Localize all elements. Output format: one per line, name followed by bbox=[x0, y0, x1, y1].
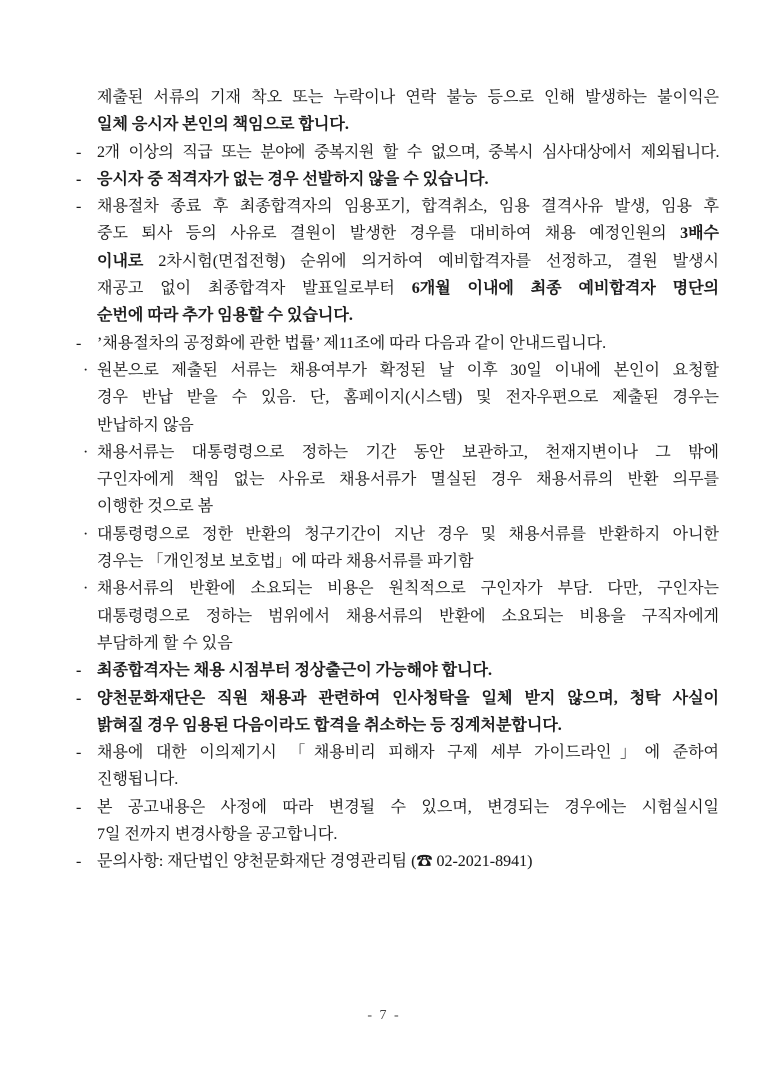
line-text bbox=[97, 84, 719, 111]
body-text: 채용절차 종료 후 최종합격자의 임용포기, 합격취소, 임용 결격사유 발생, 임용 후 bbox=[97, 198, 719, 216]
line-text bbox=[97, 739, 719, 766]
sub-bullet-marker: · bbox=[83, 525, 89, 543]
bullet-marker: - bbox=[76, 853, 82, 871]
body-text: 원본으로 제출된 서류는 채용여부가 확정된 날 이후 30일 이내에 본인이 요청할 bbox=[97, 361, 719, 379]
line-text bbox=[97, 302, 719, 329]
document-line bbox=[75, 466, 719, 493]
body-text: 2차시험(면접전형) 순위에 의거하여 예비합격자를 선정하고, 결원 발생시 bbox=[143, 252, 719, 270]
document-line bbox=[75, 302, 719, 329]
bullet-marker: - bbox=[76, 689, 82, 707]
body-text: 대통령령으로 정한 반환의 청구기간이 지난 경우 및 채용서류를 반환하지 아니한 bbox=[97, 525, 719, 543]
body-text: 문의사항: 재단법인 양천문화재단 경영관리팀 (☎ 02-2021-8941) bbox=[97, 853, 533, 871]
line-text bbox=[97, 412, 719, 439]
line-text bbox=[97, 712, 719, 739]
document-line bbox=[75, 493, 719, 520]
line-text bbox=[97, 821, 719, 848]
line-text bbox=[97, 766, 719, 793]
sub-bullet-marker: · bbox=[83, 361, 89, 379]
document-line bbox=[75, 275, 719, 302]
document-line bbox=[75, 794, 719, 821]
emphasized-text: 응시자 중 적격자가 없는 경우 선발하지 않을 수 있습니다. bbox=[97, 170, 489, 188]
line-text bbox=[97, 575, 719, 602]
bullet-marker: - bbox=[76, 334, 82, 352]
line-text bbox=[97, 466, 719, 493]
emphasized-text: 6개월 이내에 최종 예비합격자 명단의 bbox=[411, 280, 719, 298]
line-text bbox=[97, 248, 719, 275]
line-text bbox=[97, 166, 719, 193]
line-text bbox=[97, 685, 719, 712]
document-line bbox=[75, 657, 719, 684]
body-text: 본 공고내용은 사정에 따라 변경될 수 있으며, 변경되는 경우에는 시험실시일 bbox=[97, 798, 719, 816]
line-text bbox=[97, 357, 719, 384]
document-line bbox=[75, 712, 719, 739]
document-line bbox=[75, 521, 719, 548]
document-line bbox=[75, 630, 719, 657]
body-text: 부담하게 할 수 있음 bbox=[97, 634, 233, 652]
bullet-marker: - bbox=[76, 170, 82, 188]
line-text bbox=[97, 330, 719, 357]
line-text bbox=[97, 794, 719, 821]
line-text bbox=[97, 657, 719, 684]
document-line bbox=[75, 84, 719, 111]
sub-bullet-marker: · bbox=[83, 443, 89, 461]
document-line bbox=[75, 575, 719, 602]
document-line bbox=[75, 603, 719, 630]
document-body bbox=[75, 84, 719, 876]
page-number: - 7 - bbox=[367, 1008, 401, 1023]
line-text bbox=[97, 848, 719, 875]
document-line bbox=[75, 766, 719, 793]
document-line bbox=[75, 220, 719, 247]
sub-bullet-marker: · bbox=[83, 580, 89, 598]
document-line bbox=[75, 139, 719, 166]
body-text: 구인자에게 책임 없는 사유로 채용서류가 멸실된 경우 채용서류의 반환 의무를 bbox=[97, 471, 719, 489]
emphasized-text: 최종합격자는 채용 시점부터 정상출근이 가능해야 합니다. bbox=[97, 662, 492, 680]
line-text bbox=[97, 493, 719, 520]
emphasized-text: 순번에 따라 추가 임용할 수 있습니다. bbox=[97, 307, 353, 325]
document-line bbox=[75, 821, 719, 848]
body-text: 반납하지 않음 bbox=[97, 416, 194, 434]
body-text: 경우 반납 받을 수 있음. 단, 홈페이지(시스템) 및 전자우편으로 제출된 경우는 bbox=[97, 389, 719, 407]
body-text: 이행한 것으로 봄 bbox=[97, 498, 214, 516]
body-text: 제출된 서류의 기재 착오 또는 누락이나 연락 불능 등으로 인해 발생하는 불이익은 bbox=[97, 89, 719, 106]
body-text: 경우는 「개인정보 보호법」에 따라 채용서류를 파기함 bbox=[97, 553, 474, 571]
document-line bbox=[75, 357, 719, 384]
body-text: 채용서류는 대통령령으로 정하는 기간 동안 보관하고, 천재지변이나 그 밖에 bbox=[97, 443, 719, 461]
bullet-marker: - bbox=[76, 662, 82, 680]
body-text: 채용에 대한 이의제기시 「채용비리 피해자 구제 세부 가이드라인」에 준하여 bbox=[97, 744, 719, 762]
bullet-marker: - bbox=[76, 198, 82, 216]
document-line bbox=[75, 739, 719, 766]
emphasized-text: 밝혀질 경우 임용된 다음이라도 합격을 취소하는 등 징계처분합니다. bbox=[97, 716, 562, 734]
body-text: 진행됩니다. bbox=[97, 771, 179, 789]
line-text bbox=[97, 548, 719, 575]
document-line bbox=[75, 248, 719, 275]
line-text bbox=[97, 603, 719, 630]
body-text: 대통령령으로 정하는 범위에서 채용서류의 반환에 소요되는 비용을 구직자에게 bbox=[97, 607, 719, 625]
emphasized-text: 양천문화재단은 직원 채용과 관련하여 인사청탁을 일체 받지 않으며, 청탁 사실이 bbox=[97, 689, 719, 707]
document-line bbox=[75, 439, 719, 466]
line-text bbox=[97, 521, 719, 548]
document-line bbox=[75, 166, 719, 193]
document-line bbox=[75, 384, 719, 411]
body-text: 7일 전까지 변경사항을 공고합니다. bbox=[97, 826, 338, 844]
line-text bbox=[97, 193, 719, 220]
body-text: 재공고 없이 최종합격자 발표일로부터 bbox=[97, 280, 412, 298]
line-text bbox=[97, 439, 719, 466]
document-line bbox=[75, 193, 719, 220]
bullet-marker: - bbox=[76, 143, 82, 161]
body-text: 채용서류의 반환에 소요되는 비용은 원칙적으로 구인자가 부담. 다만, 구인자는 bbox=[97, 580, 719, 598]
document-line bbox=[75, 111, 719, 138]
line-text bbox=[97, 111, 719, 138]
line-text bbox=[97, 139, 719, 166]
body-text: 2개 이상의 직급 또는 분야에 중복지원 할 수 없으며, 중복시 심사대상에서 제외됩니다. bbox=[97, 143, 719, 161]
body-text: 중도 퇴사 등의 사유로 결원이 발생한 경우를 대비하여 채용 예정인원의 bbox=[97, 225, 681, 243]
emphasized-text: 3배수 bbox=[680, 225, 719, 243]
document-line bbox=[75, 330, 719, 357]
line-text bbox=[97, 384, 719, 411]
document-line bbox=[75, 685, 719, 712]
document-line bbox=[75, 848, 719, 875]
line-text bbox=[97, 220, 719, 247]
line-text bbox=[97, 630, 719, 657]
bullet-marker: - bbox=[76, 744, 82, 762]
line-text bbox=[97, 275, 719, 302]
bullet-marker: - bbox=[76, 798, 82, 816]
document-line bbox=[75, 548, 719, 575]
emphasized-text: 이내로 bbox=[97, 252, 144, 270]
emphasized-text: 일체 응시자 본인의 책임으로 합니다. bbox=[97, 116, 349, 134]
document-line bbox=[75, 412, 719, 439]
body-text: ’채용절차의 공정화에 관한 법률’ 제11조에 따라 다음과 같이 안내드립니다. bbox=[97, 334, 607, 352]
